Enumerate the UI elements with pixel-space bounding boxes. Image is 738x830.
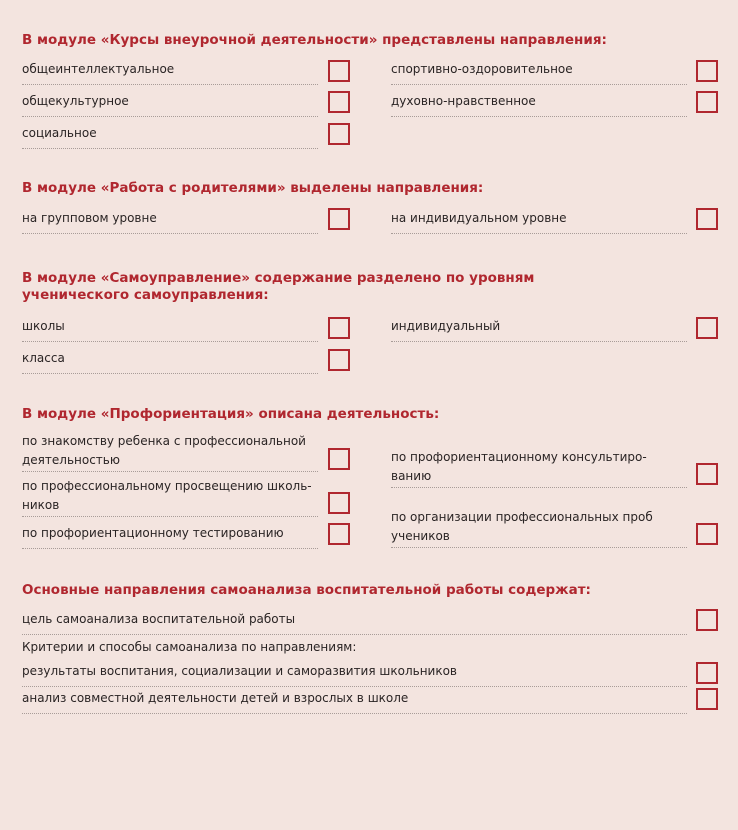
list-item: на групповом уровне — [22, 206, 318, 234]
checkbox[interactable] — [328, 317, 350, 339]
checkbox[interactable] — [696, 317, 718, 339]
checkbox[interactable] — [328, 492, 350, 514]
list-item: общекультурное — [22, 89, 318, 117]
list-item: по организации профессиональных проб учеников — [391, 506, 687, 548]
list-item: результаты воспитания, социализации и саморазвития школьников — [22, 659, 687, 687]
section-heading-selfgov-1: В модуле «Самоуправление» содержание разделено по уровням — [22, 270, 535, 286]
section-heading-selfanalysis: Основные направления самоанализа воспитательной работы содержат: — [22, 582, 591, 598]
list-item: по знакомству ребенка с профессиональной деятельностью — [22, 430, 318, 472]
checkbox[interactable] — [328, 60, 350, 82]
list-item: по профориентационному тестированию — [22, 521, 318, 549]
list-item: на индивидуальном уровне — [391, 206, 687, 234]
list-item: класса — [22, 346, 318, 374]
list-item: индивидуальный — [391, 314, 687, 342]
section-heading-courses: В модуле «Курсы внеурочной деятельности» представлены направления: — [22, 32, 607, 48]
list-item: анализ совместной деятельности детей и взрослых в школе — [22, 685, 687, 714]
checkbox[interactable] — [328, 91, 350, 113]
checkbox[interactable] — [696, 208, 718, 230]
section-heading-career: В модуле «Профориентация» описана деятельность: — [22, 406, 440, 422]
list-item: социальное — [22, 121, 318, 149]
checkbox[interactable] — [696, 688, 718, 710]
checkbox[interactable] — [696, 60, 718, 82]
checkbox[interactable] — [696, 91, 718, 113]
checkbox[interactable] — [328, 208, 350, 230]
checkbox[interactable] — [328, 523, 350, 545]
criteria-label: Критерии и способы самоанализа по направлениям: — [22, 640, 357, 654]
list-item: по профессиональному просвещению школь- ников — [22, 475, 318, 517]
list-item: духовно-нравственное — [391, 89, 687, 117]
checkbox[interactable] — [696, 463, 718, 485]
list-item: общеинтеллектуальное — [22, 57, 318, 85]
list-item: спортивно-оздоровительное — [391, 57, 687, 85]
checkbox[interactable] — [696, 609, 718, 631]
list-item: школы — [22, 314, 318, 342]
section-heading-selfgov-2: ученического самоуправления: — [22, 287, 269, 303]
checkbox[interactable] — [696, 662, 718, 684]
checkbox[interactable] — [696, 523, 718, 545]
checkbox[interactable] — [328, 448, 350, 470]
list-item: цель самоанализа воспитательной работы — [22, 607, 687, 635]
checkbox[interactable] — [328, 349, 350, 371]
checkbox[interactable] — [328, 123, 350, 145]
list-item: по профориентационному консультиро- ванию — [391, 446, 687, 488]
section-heading-parents: В модуле «Работа с родителями» выделены направления: — [22, 180, 484, 196]
